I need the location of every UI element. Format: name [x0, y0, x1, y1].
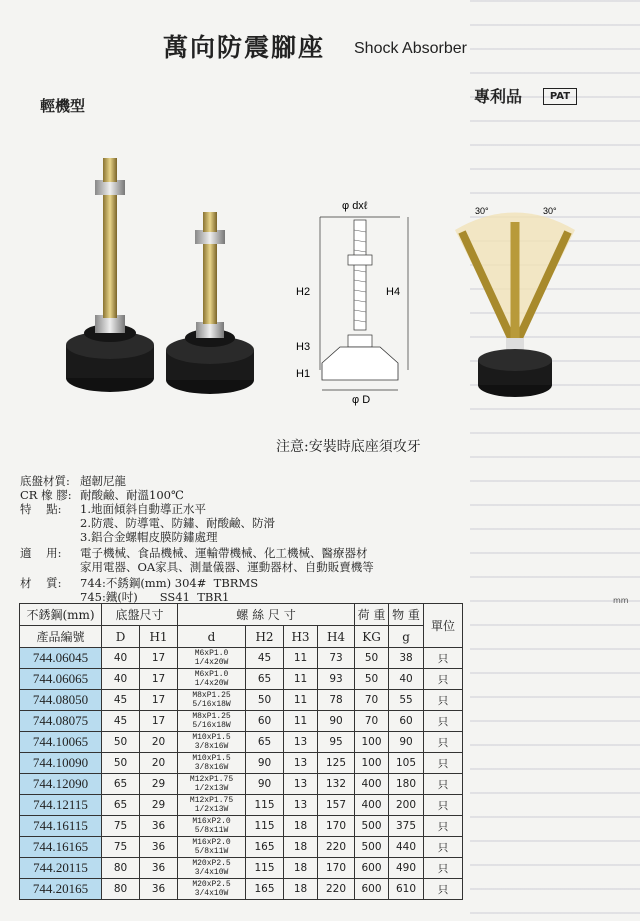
cell-H3: 13: [284, 753, 318, 774]
dim-h3-label: H3: [296, 341, 311, 353]
large-mount-image: [66, 158, 154, 392]
spec-value: 2.防震、防導電、防鏽、耐酸鹼、防滑: [80, 516, 275, 530]
cell-thread: [178, 711, 246, 732]
cell-thread: [178, 816, 246, 837]
thread-imperial: 3/4x10W: [194, 868, 229, 877]
cell-g: 40: [389, 669, 424, 690]
cell-H1: 17: [140, 690, 178, 711]
cell-kg: 600: [355, 858, 389, 879]
cell-unit: 只: [424, 879, 463, 900]
spec-value: 1.地面傾斜自動導正水平: [80, 502, 206, 516]
thread-imperial: 1/2x13W: [194, 805, 229, 814]
thread-metric: M12xP1.75: [189, 775, 234, 784]
patent-label: 專利品: [474, 87, 523, 106]
cell-H4: 95: [318, 732, 355, 753]
cell-code: 744.08050: [20, 690, 102, 711]
cell-D: 45: [102, 690, 140, 711]
cell-D: 75: [102, 816, 140, 837]
table-row: [20, 879, 463, 900]
cell-H1: 29: [140, 774, 178, 795]
cell-g: 60: [389, 711, 424, 732]
cell-g: 38: [389, 648, 424, 669]
table-row: [20, 816, 463, 837]
cell-kg: 50: [355, 669, 389, 690]
cell-H4: 170: [318, 858, 355, 879]
cell-thread: [178, 837, 246, 858]
cell-code: 744.16165: [20, 837, 102, 858]
cell-H3: 13: [284, 732, 318, 753]
cell-code: 744.08075: [20, 711, 102, 732]
cell-unit: 只: [424, 816, 463, 837]
header-H3: H3: [284, 626, 318, 648]
cell-code: 744.06065: [20, 669, 102, 690]
cell-H4: 78: [318, 690, 355, 711]
cell-H4: 220: [318, 879, 355, 900]
cell-thread: [178, 648, 246, 669]
thread-metric: M12xP1.75: [189, 796, 234, 805]
table-row: [20, 795, 463, 816]
cell-g: 90: [389, 732, 424, 753]
spec-value: 3.鋁合金螺帽皮膜防鏽處理: [80, 530, 218, 544]
cell-unit: 只: [424, 690, 463, 711]
header-thread-size: 螺 絲 尺 寸: [178, 604, 355, 626]
header-steel: 不銹鋼(mm): [20, 604, 102, 626]
cell-g: 180: [389, 774, 424, 795]
dim-d-label: φ D: [352, 394, 371, 406]
cell-H2: 90: [246, 774, 284, 795]
cell-code: 744.20115: [20, 858, 102, 879]
cell-H3: 18: [284, 858, 318, 879]
cell-thread: [178, 795, 246, 816]
cell-H1: 20: [140, 732, 178, 753]
dim-dx-label: φ dxℓ: [342, 200, 368, 212]
cell-H4: 125: [318, 753, 355, 774]
header-D: D: [102, 626, 140, 648]
spec-label: 底盤材質:: [20, 474, 70, 488]
cell-code: 744.10090: [20, 753, 102, 774]
cell-H2: 115: [246, 816, 284, 837]
cell-unit: 只: [424, 753, 463, 774]
table-row: [20, 669, 463, 690]
cell-H3: 13: [284, 795, 318, 816]
spec-label: 適 用:: [20, 546, 62, 560]
cell-H2: 60: [246, 711, 284, 732]
cell-g: 490: [389, 858, 424, 879]
spec-label: 材 質:: [20, 576, 62, 590]
thread-metric: M10xP1.5: [192, 733, 231, 742]
thread-metric: M16xP2.0: [192, 817, 231, 826]
spec-line: [20, 488, 184, 502]
cell-kg: 600: [355, 879, 389, 900]
cell-H1: 29: [140, 795, 178, 816]
cell-thread: [178, 879, 246, 900]
spec-line: [20, 502, 206, 516]
cell-H1: 36: [140, 879, 178, 900]
thread-imperial: 3/8x16W: [194, 742, 229, 751]
cell-g: 375: [389, 816, 424, 837]
header-H1: H1: [140, 626, 178, 648]
cell-code: 744.06045: [20, 648, 102, 669]
thread-imperial: 5/8x11W: [194, 847, 229, 856]
page-title-english: Shock Absorber: [354, 40, 467, 57]
installation-note: 注意:安裝時底座須攻牙: [276, 439, 421, 455]
cell-H1: 17: [140, 669, 178, 690]
dim-h4-label: H4: [386, 286, 401, 298]
cell-unit: 只: [424, 795, 463, 816]
swivel-photo: [440, 200, 590, 405]
cell-D: 50: [102, 753, 140, 774]
thread-imperial: 1/4x20W: [194, 679, 229, 688]
spec-value: 電子機械、食品機械、運輸帶機械、化工機械、醫療器材: [80, 546, 368, 560]
header-H2: H2: [246, 626, 284, 648]
thread-metric: M6xP1.0: [194, 670, 229, 679]
cell-code: 744.12090: [20, 774, 102, 795]
background-bleed: [470, 0, 640, 921]
thread-imperial: 5/16x18W: [192, 721, 231, 730]
cell-H1: 36: [140, 837, 178, 858]
cell-thread: [178, 669, 246, 690]
spec-value: 745:鐵(吋) SS41 TBR1: [80, 590, 230, 604]
cell-code: 744.20165: [20, 879, 102, 900]
cell-H4: 170: [318, 816, 355, 837]
spec-line: [20, 516, 275, 530]
thread-imperial: 1/2x13W: [194, 784, 229, 793]
thread-metric: M16xP2.0: [192, 838, 231, 847]
cell-H4: 220: [318, 837, 355, 858]
table-row: [20, 753, 463, 774]
cell-D: 80: [102, 858, 140, 879]
thread-metric: M20xP2.5: [192, 880, 231, 889]
thread-metric: M6xP1.0: [194, 649, 229, 658]
cell-code: 744.16115: [20, 816, 102, 837]
cell-H4: 73: [318, 648, 355, 669]
cell-g: 105: [389, 753, 424, 774]
thread-imperial: 5/8x11W: [194, 826, 229, 835]
cell-H3: 11: [284, 690, 318, 711]
cell-D: 40: [102, 648, 140, 669]
cell-unit: 只: [424, 837, 463, 858]
cell-kg: 500: [355, 816, 389, 837]
thread-imperial: 3/8x16W: [194, 763, 229, 772]
cell-thread: [178, 690, 246, 711]
cell-unit: 只: [424, 711, 463, 732]
header-d: d: [178, 626, 246, 648]
spec-label: 特 點:: [20, 502, 62, 516]
cell-H2: 65: [246, 732, 284, 753]
cell-D: 40: [102, 669, 140, 690]
table-row: [20, 732, 463, 753]
header-g: g: [389, 626, 424, 648]
table-body: [20, 648, 463, 900]
cell-kg: 500: [355, 837, 389, 858]
cell-H3: 11: [284, 711, 318, 732]
cell-H3: 18: [284, 816, 318, 837]
cell-kg: 100: [355, 753, 389, 774]
spec-line: [20, 474, 126, 488]
product-photo: [55, 150, 265, 400]
thread-metric: M20xP2.5: [192, 859, 231, 868]
cell-H4: 90: [318, 711, 355, 732]
type-label: 輕機型: [40, 97, 86, 115]
spec-line: [20, 576, 258, 590]
header-code: 產品編號: [20, 626, 102, 648]
cell-H2: 50: [246, 690, 284, 711]
cell-H2: 45: [246, 648, 284, 669]
spec-label: CR 橡 膠:: [20, 488, 72, 502]
cell-H1: 20: [140, 753, 178, 774]
thread-metric: M8xP1.25: [192, 691, 231, 700]
cell-thread: [178, 732, 246, 753]
cell-unit: 只: [424, 732, 463, 753]
cell-H2: 165: [246, 837, 284, 858]
thread-imperial: 1/4x20W: [194, 658, 229, 667]
cell-D: 45: [102, 711, 140, 732]
spec-table: [19, 603, 463, 900]
cell-kg: 70: [355, 690, 389, 711]
header-load: 荷 重: [355, 604, 389, 626]
dimension-diagram: [290, 195, 420, 410]
cell-kg: 100: [355, 732, 389, 753]
cell-g: 610: [389, 879, 424, 900]
dim-h1-label: H1: [296, 368, 311, 380]
table-row: [20, 690, 463, 711]
table-row: [20, 711, 463, 732]
table-row: [20, 858, 463, 879]
cell-D: 80: [102, 879, 140, 900]
cell-kg: 400: [355, 774, 389, 795]
cell-H3: 13: [284, 774, 318, 795]
spec-line: [20, 530, 217, 544]
cell-H2: 90: [246, 753, 284, 774]
cell-code: 744.12115: [20, 795, 102, 816]
cell-thread: [178, 774, 246, 795]
cell-unit: 只: [424, 648, 463, 669]
cell-H3: 18: [284, 879, 318, 900]
cell-D: 75: [102, 837, 140, 858]
unit-mm: mm: [613, 596, 629, 605]
cell-thread: [178, 858, 246, 879]
header-base-size: 底盤尺寸: [102, 604, 178, 626]
cell-H4: 132: [318, 774, 355, 795]
cell-H4: 157: [318, 795, 355, 816]
header-kg: KG: [355, 626, 389, 648]
cell-g: 440: [389, 837, 424, 858]
cell-unit: 只: [424, 858, 463, 879]
cell-D: 50: [102, 732, 140, 753]
cell-H2: 115: [246, 858, 284, 879]
cell-D: 65: [102, 774, 140, 795]
table-row: [20, 774, 463, 795]
spec-line: [20, 560, 374, 574]
small-mount-image: [166, 212, 254, 394]
table-row: [20, 648, 463, 669]
cell-H4: 93: [318, 669, 355, 690]
cell-H2: 115: [246, 795, 284, 816]
cell-H3: 11: [284, 648, 318, 669]
cell-H1: 36: [140, 858, 178, 879]
header-H4: H4: [318, 626, 355, 648]
thread-imperial: 5/16x18W: [192, 700, 231, 709]
cell-g: 55: [389, 690, 424, 711]
spec-value: 家用電器、OA家具、測量儀器、運動器材、自動販賣機等: [80, 560, 374, 574]
spec-value: 超韌尼龍: [80, 474, 126, 488]
angle-left-label: 30°: [475, 206, 489, 216]
spec-value: 744:不銹鋼(mm) 304# TBRMS: [80, 576, 259, 590]
cell-H3: 18: [284, 837, 318, 858]
cell-unit: 只: [424, 774, 463, 795]
header-unit: 單位: [424, 604, 463, 648]
cell-H1: 17: [140, 711, 178, 732]
cell-H2: 165: [246, 879, 284, 900]
cell-H1: 17: [140, 648, 178, 669]
angle-right-label: 30°: [543, 206, 557, 216]
cell-kg: 50: [355, 648, 389, 669]
thread-metric: M10xP1.5: [192, 754, 231, 763]
cell-H1: 36: [140, 816, 178, 837]
spec-line: [20, 546, 368, 560]
spec-value: 耐酸鹼、耐溫100℃: [80, 488, 184, 502]
patent-badge: PAT: [543, 88, 577, 105]
cell-g: 200: [389, 795, 424, 816]
cell-H3: 11: [284, 669, 318, 690]
cell-kg: 70: [355, 711, 389, 732]
cell-code: 744.10065: [20, 732, 102, 753]
cell-D: 65: [102, 795, 140, 816]
page-title: 萬向防震腳座: [163, 33, 326, 62]
thread-metric: M8xP1.25: [192, 712, 231, 721]
cell-H2: 65: [246, 669, 284, 690]
thread-imperial: 3/4x10W: [194, 889, 229, 898]
cell-unit: 只: [424, 669, 463, 690]
dim-h2-label: H2: [296, 286, 311, 298]
spec-line: [20, 590, 229, 604]
table-row: [20, 837, 463, 858]
cell-thread: [178, 753, 246, 774]
header-weight: 物 重: [389, 604, 424, 626]
cell-kg: 400: [355, 795, 389, 816]
